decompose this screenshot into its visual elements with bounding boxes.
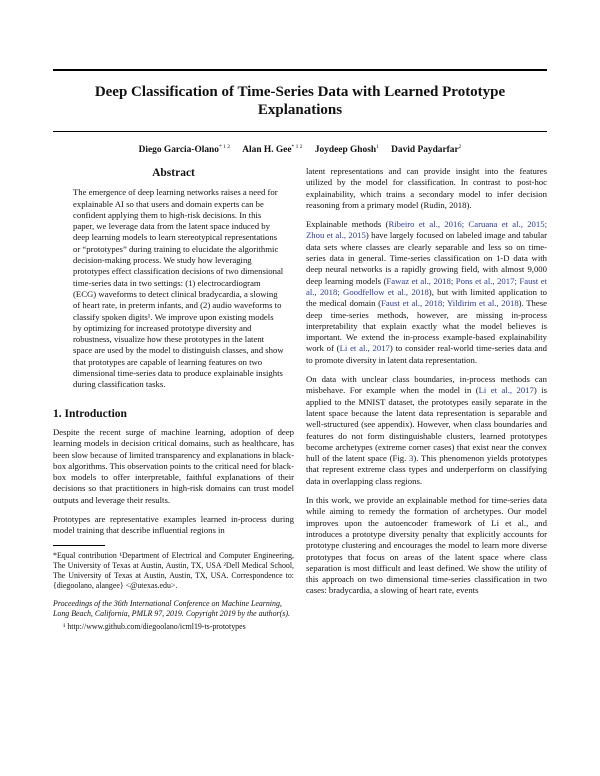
figure-link[interactable]: 3 bbox=[409, 453, 414, 464]
proceedings-note: Proceedings of the 36th International Conference on Machine Learning, Long Beach, California, PMLR 97, 2019. Copyright 2019 by the author(s). bbox=[53, 598, 290, 618]
author: Diego Garcia-Olano$^{* 1 2}$ bbox=[138, 144, 230, 156]
author-list bbox=[53, 141, 547, 156]
body-paragraph: In this work, we provide an explainable method for time-series data while aiming to remedy the formation of archetypes. Our model improves upon the autoencoder framework of Li et al., and introduces a prototype diversity penalty that explicitly accounts for prototype clustering and encourages the model to learn more diverse prototypes that focus on areas of the latent space where class separation is most difficult and least defined. We show the utility of this approach on two dimensional time-series classification in two cases: bradycardia, a slowing of heart rate, events bbox=[306, 495, 547, 596]
body-paragraph: On data with unclear class boundaries, in-process methods can misbehave. For example when the model in (Li et al., 2017) is applied to the MNIST dataset, the prototypes easily separate in the latent space because the latent data representation is separable and well-structured (see appendix). However, when class boundaries and features do not form distinguishable clusters, learned prototypes become archetypes (extreme corner cases) that exist near the convex hull of the latent space (Fig. 3). This phenomenon yields prototypes that represent extreme class types and underperform on classifying data in overlapping class regions. bbox=[306, 374, 548, 486]
body-paragraph: latent representations and can provide insight into the features utilized by the model for classification. In contrast to post-hoc explainability, which trains a secondary model to infer decision reasoning from a primary model (Rudin, 2018). bbox=[306, 166, 547, 210]
title-bottom-rule bbox=[53, 131, 547, 132]
intro-paragraph: Despite the recent surge of machine learning, adoption of deep learning models in decision critical domains, such as healthcare, has been slow because of limited transparency and explanations in black-box algorithms. This observation points to the critical need for black-box models to offer interpretable, faithful explanations of their decisions so that practitioners in high-risk domains can trust model outputs and leverage their results. bbox=[53, 426, 294, 505]
citation-link[interactable]: Li et al., 2017 bbox=[339, 343, 390, 354]
title-top-rule bbox=[53, 69, 547, 71]
body-paragraph: Explainable methods (Ribeiro et al., 2016; Caruana et al., 2015; Zhou et al., 2015) have largely focused on labeled image and tabular data sets where classes are clearly separable and less so on time-series data in general. Time-series classification on 1-D data with deep neural networks is a rapidly growing field, with almost 9,000 deep learning models (Fawaz et al., 2018; Pons et al., 2017; Faust et al., 2018; Goodfellow et al., 2018), but with limited application to the medical domain (Faust et al., 2018; Yildirim et al., 2018). These deep time-series methods, however, are missing in-process interpretability that explain exactly what the model believes is important. We extend the in-process example-based explainability work of (Li et al., 2017) to consider real-world time-series data and to promote diversity in latent data representation. bbox=[306, 219, 548, 365]
abstract-heading: Abstract bbox=[152, 167, 195, 179]
citation-link[interactable]: Fawaz et al., 2018; Pons et al., 2017; Faust et al., 2018; Goodfellow et al., 2018 bbox=[306, 275, 547, 297]
author: David Paydarfar$^2$ bbox=[391, 144, 462, 156]
author: Alan H. Gee$^{* 1 2}$ bbox=[242, 144, 303, 156]
citation-link[interactable]: Li et al., 2017 bbox=[478, 385, 534, 396]
intro-paragraph: Prototypes are representative examples learned in-process during model training that describe influential regions in bbox=[53, 514, 294, 536]
citation-link[interactable]: Ribeiro et al., 2016; Caruana et al., 2015; Zhou et al., 2015 bbox=[306, 219, 547, 241]
citation-link[interactable]: Faust et al., 2018; Yildirim et al., 2018 bbox=[381, 298, 519, 309]
abstract bbox=[73, 187, 284, 390]
footnote-rule bbox=[53, 545, 105, 546]
right-column bbox=[306, 166, 547, 605]
section-heading-introduction: 1. Introduction bbox=[53, 407, 127, 420]
abstract-text: The emergence of deep learning networks raises a need for explainable AI so that users and domain experts can be confident applying them to high-risk decisions. In this paper, we leverage data from the latent space induced by deep learning models to learn stereotypical representations or “prototypes” during training to elucidate the algorithmic decision-making process. We study how leveraging prototypes effect classification decisions of two dimensional time-series data in two settings: (1) electrocardiogram (ECG) waveforms to detect clinical bradycardia, a slowing of heart rate, in preterm infants, and (2) audio waveforms to classify spoken digits¹. We improve upon existing models by optimizing for increased prototype diversity and robustness, visualize how these prototypes in the latent space are used by the model to distinguish classes, and show that prototypes are capable of learning features on two dimensional time-series data to produce explainable insights during classification tasks. bbox=[73, 187, 284, 390]
paper-title: Deep Classification of Time-Series Data with Learned Prototype Explanations bbox=[94, 84, 506, 118]
footnote-url[interactable]: ¹ http://www.github.com/diegoolano/icml19-ts-prototypes bbox=[63, 621, 246, 631]
left-column bbox=[53, 165, 294, 632]
footnote-affiliations: *Equal contribution ¹Department of Electrical and Computer Engineering, The University of Texas at Austin, Austin, TX, USA ²Dell Medical School, The University of Texas at Austin, Austin, TX, USA. Correspondence to: {diegoolano, alangee} <@utexas.edu>. bbox=[53, 550, 294, 590]
author: Joydeep Ghosh$^1$ bbox=[314, 144, 379, 156]
